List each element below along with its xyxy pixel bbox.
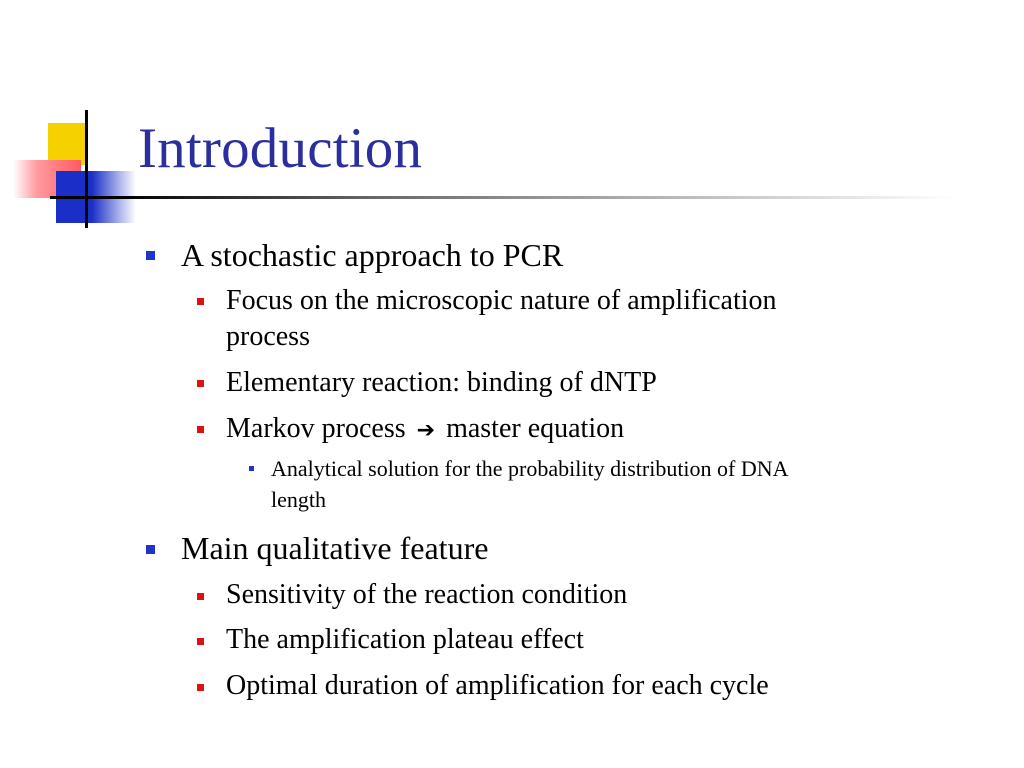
bullet-text-level3-continued: length xyxy=(271,487,326,512)
slide-title: Introduction xyxy=(138,117,423,180)
bullet-text-level2: The amplification plateau effect xyxy=(226,624,584,655)
bullet-text-level2: Optimal duration of amplification for each cycle xyxy=(226,670,769,701)
level2-bullet-icon xyxy=(197,593,204,600)
bullet-text-level2 xyxy=(226,411,624,449)
level2-bullet-icon xyxy=(197,684,204,691)
bullet-text-level2: Focus on the microscopic nature of amplification xyxy=(226,285,777,316)
bullet-text-level2: Sensitivity of the reaction condition xyxy=(226,579,628,610)
arrow-right-icon: ➔ xyxy=(416,418,436,443)
level1-bullet-icon xyxy=(146,545,155,554)
bullet-text-level1: Main qualitative feature xyxy=(181,530,489,566)
bullet-text-level1: A stochastic approach to PCR xyxy=(181,237,564,273)
level2-bullet-icon xyxy=(197,426,204,433)
level1-bullet-icon xyxy=(146,251,155,260)
master-equation-text: master equation xyxy=(446,413,625,444)
bullet-text-level3: Analytical solution for the probability distribution of DNA xyxy=(271,456,789,481)
level2-bullet-icon xyxy=(197,638,204,645)
markov-text: Markov process xyxy=(226,413,406,444)
bullet-text-level2: Elementary reaction: binding of dNTP xyxy=(226,367,657,398)
level2-bullet-icon xyxy=(197,380,204,387)
level2-bullet-icon xyxy=(197,298,204,305)
level3-bullet-icon xyxy=(249,466,254,471)
bullet-text-level2-continued: process xyxy=(226,321,310,352)
